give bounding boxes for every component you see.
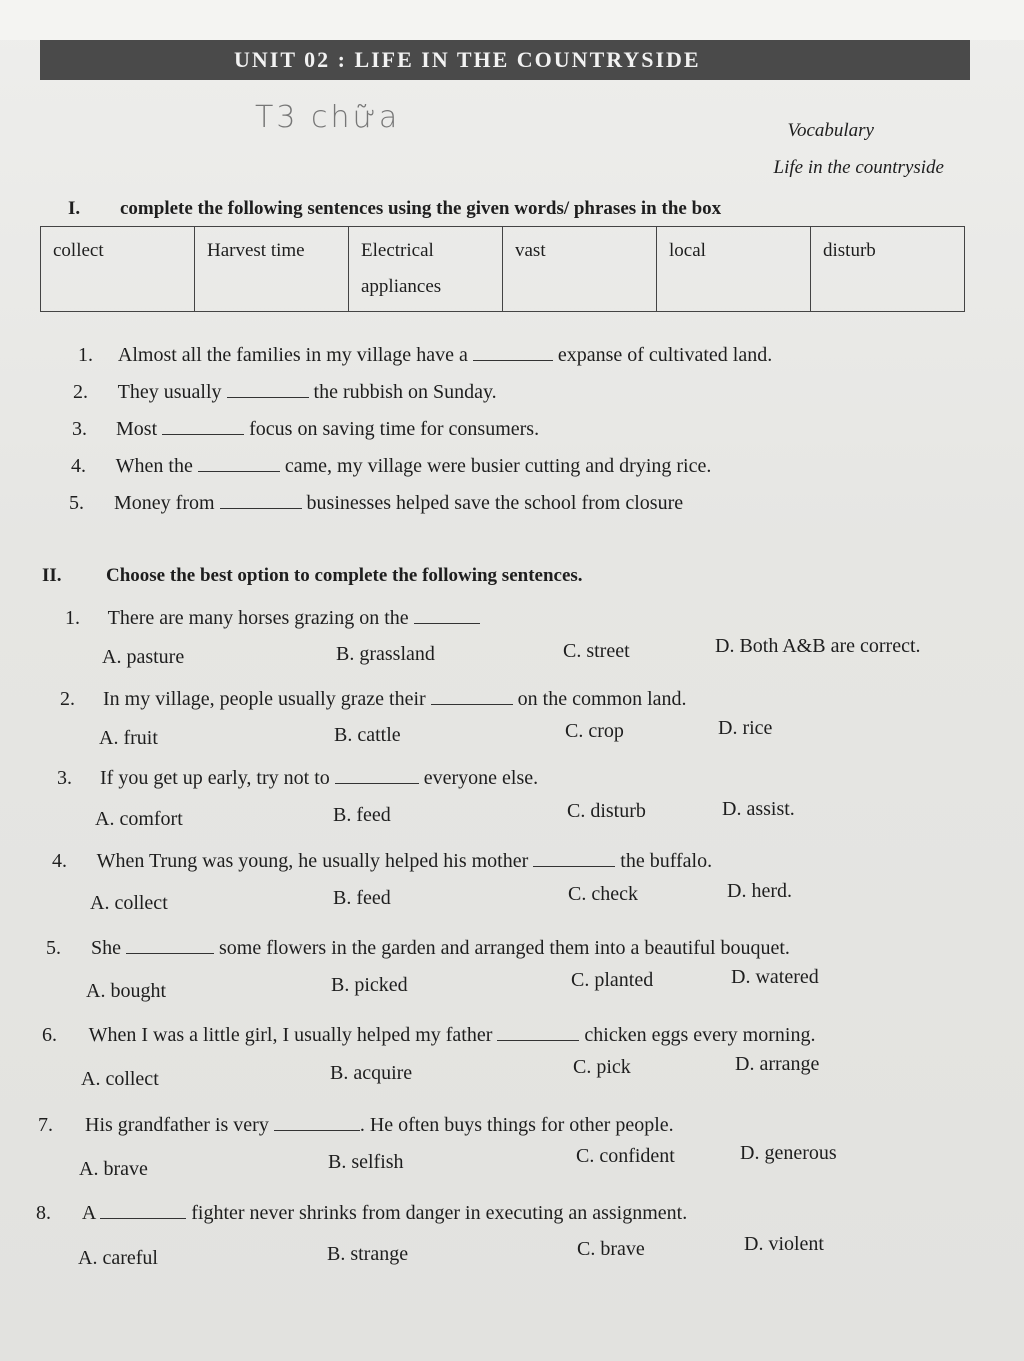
option-d[interactable]: D. arrange bbox=[735, 1053, 820, 1075]
question-text: His grandfather is very bbox=[85, 1114, 269, 1136]
option-a[interactable]: A. fruit bbox=[99, 727, 158, 749]
question-text: . He often buys things for other people. bbox=[359, 1114, 674, 1136]
word-box-cell: local bbox=[657, 227, 811, 312]
question-text: When I was a little girl, I usually helped my father bbox=[88, 1024, 493, 1046]
question-number: 3. bbox=[57, 767, 72, 789]
option-d[interactable]: D. generous bbox=[740, 1142, 837, 1164]
question-number: 7. bbox=[38, 1114, 53, 1136]
option-c[interactable]: C. planted bbox=[571, 969, 654, 991]
question-text: chicken eggs every morning. bbox=[584, 1024, 816, 1046]
answer-blank[interactable] bbox=[198, 453, 280, 472]
word-box-cell: collect bbox=[41, 227, 195, 312]
option-d[interactable]: D. assist. bbox=[722, 798, 795, 820]
s1-question-2 bbox=[73, 379, 497, 404]
question-text: She bbox=[91, 937, 121, 959]
question-text: Money from bbox=[114, 492, 215, 514]
question-text: When the bbox=[115, 455, 193, 477]
question-number: 3. bbox=[72, 418, 87, 440]
question-text: expanse of cultivated land. bbox=[557, 344, 773, 366]
answer-blank[interactable] bbox=[414, 605, 480, 624]
option-a[interactable]: A. collect bbox=[90, 892, 168, 914]
question-text: everyone else. bbox=[423, 767, 539, 789]
s2-question-7 bbox=[38, 1112, 674, 1137]
s1-question-5 bbox=[69, 490, 683, 515]
option-b[interactable]: B. acquire bbox=[330, 1062, 413, 1084]
handwritten-note: T3 chữa bbox=[255, 100, 401, 135]
s1-question-1 bbox=[78, 342, 772, 367]
option-d[interactable]: D. violent bbox=[744, 1233, 824, 1255]
option-d[interactable]: D. herd. bbox=[727, 880, 792, 902]
option-c[interactable]: C. confident bbox=[576, 1145, 675, 1167]
question-text: There are many horses grazing on the bbox=[107, 607, 409, 629]
answer-blank[interactable] bbox=[126, 935, 214, 954]
s1-question-4 bbox=[71, 453, 711, 478]
option-c[interactable]: C. street bbox=[563, 640, 630, 662]
answer-blank[interactable] bbox=[473, 342, 553, 361]
option-c[interactable]: C. disturb bbox=[567, 800, 646, 822]
question-text: A bbox=[81, 1202, 96, 1224]
option-d[interactable]: D. watered bbox=[731, 966, 819, 988]
vocabulary-label: Vocabulary bbox=[787, 120, 874, 141]
option-b[interactable]: B. picked bbox=[331, 974, 408, 996]
question-text: Most bbox=[116, 418, 158, 440]
answer-blank[interactable] bbox=[335, 765, 419, 784]
unit-title-banner: UNIT 02 : LIFE IN THE COUNTRYSIDE bbox=[40, 40, 970, 80]
s2-question-1 bbox=[65, 605, 480, 630]
option-d[interactable]: D. rice bbox=[718, 717, 773, 739]
question-number: 4. bbox=[52, 850, 67, 872]
s2-question-2 bbox=[60, 686, 687, 711]
s2-question-6 bbox=[42, 1022, 815, 1047]
word-box-cell: disturb bbox=[811, 227, 965, 312]
option-a[interactable]: A. collect bbox=[81, 1068, 159, 1090]
answer-blank[interactable] bbox=[220, 490, 302, 509]
option-c[interactable]: C. brave bbox=[577, 1238, 645, 1260]
option-b[interactable]: B. strange bbox=[327, 1243, 409, 1265]
option-a[interactable]: A. brave bbox=[79, 1158, 148, 1180]
s1-question-3 bbox=[72, 416, 539, 441]
word-box-cell: Electrical appliances bbox=[349, 227, 503, 312]
option-b[interactable]: B. selfish bbox=[328, 1151, 404, 1173]
option-b[interactable]: B. feed bbox=[333, 804, 391, 826]
question-number: 5. bbox=[46, 937, 61, 959]
answer-blank[interactable] bbox=[274, 1112, 360, 1131]
question-text: on the common land. bbox=[517, 688, 687, 710]
section-2-instruction: Choose the best option to complete the following sentences. bbox=[106, 565, 583, 586]
question-text: They usually bbox=[117, 381, 222, 403]
word-box-cell: vast bbox=[503, 227, 657, 312]
answer-blank[interactable] bbox=[100, 1200, 186, 1219]
question-number: 6. bbox=[42, 1024, 57, 1046]
question-text: some flowers in the garden and arranged them into a beautiful bouquet. bbox=[219, 937, 790, 959]
option-a[interactable]: A. pasture bbox=[102, 646, 185, 668]
section-1-heading bbox=[68, 198, 721, 220]
answer-blank[interactable] bbox=[227, 379, 309, 398]
question-number: 2. bbox=[73, 381, 88, 403]
question-text: focus on saving time for consumers. bbox=[249, 418, 540, 440]
option-a[interactable]: A. bought bbox=[86, 980, 166, 1002]
question-text: Almost all the families in my village have a bbox=[117, 344, 468, 366]
question-number: 4. bbox=[71, 455, 86, 477]
answer-blank[interactable] bbox=[497, 1022, 579, 1041]
question-number: 8. bbox=[36, 1202, 51, 1224]
option-b[interactable]: B. cattle bbox=[334, 724, 401, 746]
option-a[interactable]: A. careful bbox=[78, 1247, 158, 1269]
answer-blank[interactable] bbox=[533, 848, 615, 867]
topic-subtitle: Life in the countryside bbox=[773, 157, 944, 178]
question-text: the buffalo. bbox=[620, 850, 713, 872]
answer-blank[interactable] bbox=[431, 686, 513, 705]
section-2-number: II. bbox=[42, 565, 62, 586]
question-number: 5. bbox=[69, 492, 84, 514]
question-text: When Trung was young, he usually helped his mother bbox=[96, 850, 529, 872]
question-text: the rubbish on Sunday. bbox=[313, 381, 497, 403]
section-1-number: I. bbox=[68, 198, 81, 219]
question-text: fighter never shrinks from danger in executing an assignment. bbox=[191, 1202, 688, 1224]
question-number: 2. bbox=[60, 688, 75, 710]
word-box bbox=[40, 226, 965, 312]
option-b[interactable]: B. feed bbox=[333, 887, 391, 909]
page-top-edge bbox=[0, 0, 1024, 40]
s2-question-4 bbox=[52, 848, 712, 873]
option-d[interactable]: D. Both A&B are correct. bbox=[715, 635, 921, 657]
question-text: came, my village were busier cutting and drying rice. bbox=[284, 455, 712, 477]
option-c[interactable]: C. pick bbox=[573, 1056, 631, 1078]
question-number: 1. bbox=[78, 344, 93, 366]
option-c[interactable]: C. check bbox=[568, 883, 638, 905]
word-box-cell: Harvest time bbox=[195, 227, 349, 312]
s2-question-8 bbox=[36, 1200, 687, 1225]
option-c[interactable]: C. crop bbox=[565, 720, 624, 742]
question-text: If you get up early, try not to bbox=[100, 767, 330, 789]
answer-blank[interactable] bbox=[162, 416, 244, 435]
section-2-heading bbox=[42, 565, 583, 587]
section-1-instruction: complete the following sentences using the given words/ phrases in the box bbox=[120, 198, 722, 219]
question-number: 1. bbox=[65, 607, 80, 629]
s2-question-3 bbox=[57, 765, 538, 790]
question-text: In my village, people usually graze their bbox=[103, 688, 426, 710]
option-b[interactable]: B. grassland bbox=[336, 643, 435, 665]
s2-question-5 bbox=[46, 935, 790, 960]
question-text: businesses helped save the school from closure bbox=[306, 492, 684, 514]
option-a[interactable]: A. comfort bbox=[95, 808, 183, 830]
